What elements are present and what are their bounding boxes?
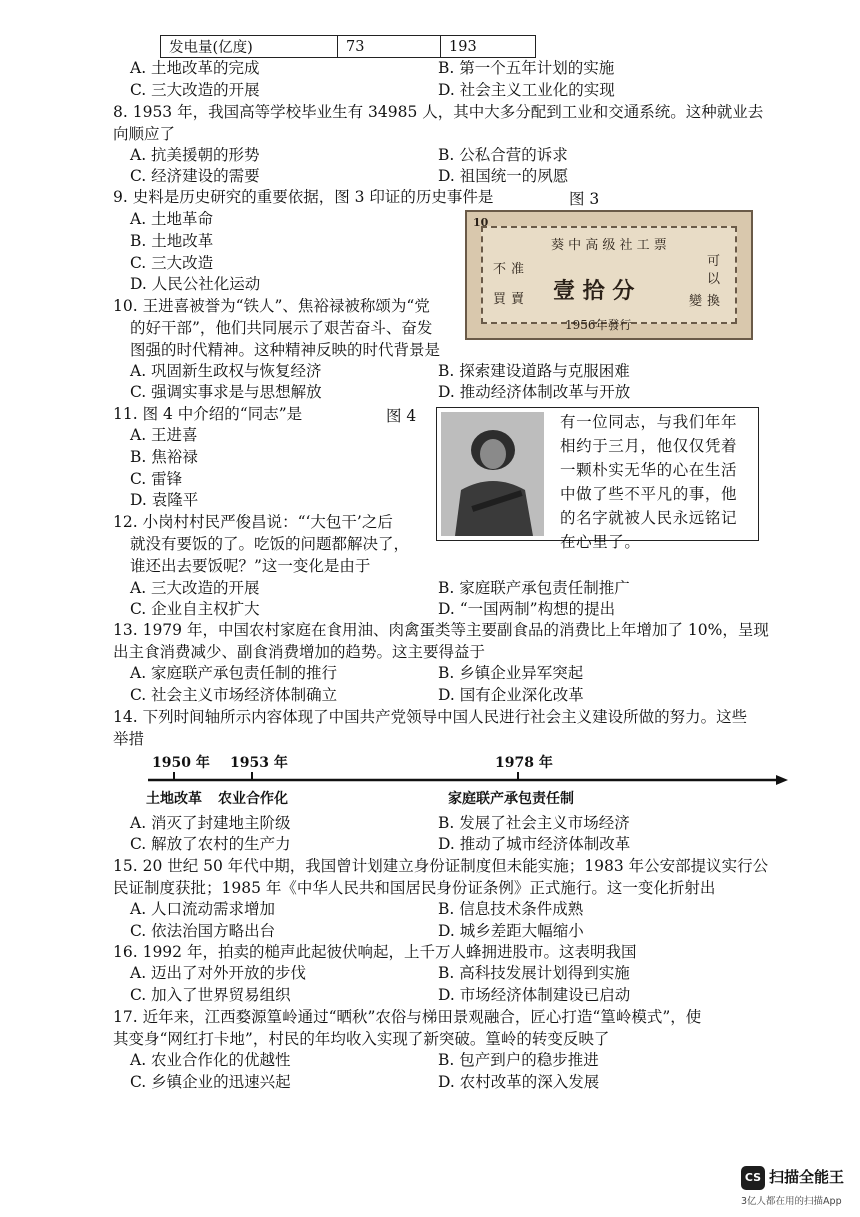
q8-option-c: C. 经济建设的需要 — [130, 167, 260, 185]
figure-4-label: 图 4 — [386, 407, 417, 425]
q16-option-d: D. 市场经济体制建设已启动 — [438, 986, 631, 1004]
q14-stem-1: 14. 下列时间轴所示内容体现了中国共产党领导中国人民进行社会主义建设所做的努力。这些 — [113, 708, 748, 726]
q13-option-a: A. 家庭联产承包责任制的推行 — [130, 664, 338, 682]
timeline-axis — [148, 770, 788, 786]
quote-line-4: 中做了些不平凡的事，他 — [560, 485, 738, 503]
q13-option-b: B. 乡镇企业异军突起 — [438, 664, 584, 682]
coupon-left-4: 賣 — [511, 292, 525, 307]
coupon-year: 1956年發行 — [565, 318, 632, 332]
q12-option-b: B. 家庭联产承包责任制推广 — [438, 579, 630, 597]
q9-option-c: C. 三大改造 — [130, 254, 214, 272]
figure-4-text — [560, 410, 752, 554]
q13-option-c: C. 社会主义市场经济体制确立 — [130, 686, 338, 704]
q17-stem-2: 其变身“网红打卡地”，村民的年均收入实现了新突破。篁岭的转变反映了 — [113, 1030, 610, 1048]
q10-option-d: D. 推动经济体制改革与开放 — [438, 383, 631, 401]
q16-option-c: C. 加入了世界贸易组织 — [130, 986, 291, 1004]
q10-stem-3: 图强的时代精神。这种精神反映的时代背景是 — [130, 341, 441, 359]
q12-stem-2: 就没有要饭的了。吃饭的问题都解决了， — [130, 535, 410, 553]
q17-option-d: D. 农村改革的深入发展 — [438, 1073, 600, 1091]
scanner-app-tagline: 3亿人都在用的扫描App — [741, 1196, 842, 1207]
quote-line-5: 的名字就被人民永远铭记 — [560, 509, 738, 527]
coupon-left-2: 准 — [511, 262, 525, 277]
q14-option-b: B. 发展了社会主义市场经济 — [438, 814, 630, 832]
q7-option-d: D. 社会主义工业化的实现 — [438, 81, 615, 99]
timeline — [148, 752, 788, 812]
scanner-app-name: 扫描全能王 — [769, 1168, 845, 1186]
q9-option-b: B. 土地改革 — [130, 232, 214, 250]
q8-option-b: B. 公私合营的诉求 — [438, 146, 568, 164]
coupon-left-1: 不 — [493, 262, 507, 277]
q17-option-b: B. 包产到户的稳步推进 — [438, 1051, 599, 1069]
portrait-photo — [441, 412, 544, 536]
q17-option-c: C. 乡镇企业的迅速兴起 — [130, 1073, 291, 1091]
q15-stem-2: 民证制度获批；1985 年《中华人民共和国居民身份证条例》正式施行。这一变化折射出 — [113, 879, 716, 897]
q14-option-a: A. 消灭了封建地主阶级 — [130, 814, 291, 832]
q8-option-d: D. 祖国统一的夙愿 — [438, 167, 569, 185]
coupon-left-3: 買 — [493, 292, 507, 307]
q11-option-d: D. 袁隆平 — [130, 491, 199, 509]
q15-option-d: D. 城乡差距大幅缩小 — [438, 922, 584, 940]
q7-option-b: B. 第一个五年计划的实施 — [438, 59, 615, 77]
q12-stem-3: 谁还出去要饭呢？”这一变化是由于 — [130, 557, 371, 575]
q7-option-a: A. 土地改革的完成 — [130, 59, 260, 77]
timeline-year-1950: 1950 年 — [152, 755, 210, 771]
scanner-logo-icon: CS — [741, 1166, 765, 1190]
timeline-label-land-reform: 土地改革 — [146, 791, 202, 807]
coupon-right-2: 以 — [707, 272, 721, 287]
q12-option-c: C. 企业自主权扩大 — [130, 600, 260, 618]
quote-line-2: 相约于三月，他仅仅凭着 — [560, 437, 738, 455]
quote-line-6: 在心里了。 — [560, 533, 641, 551]
q8-stem-1: 8. 1953 年，我国高等学校毕业生有 34985 人，其中大多分配到工业和交通系统。这种就业去 — [113, 103, 764, 121]
q10-option-c: C. 强调实事求是与思想解放 — [130, 383, 322, 401]
coupon-corner: 10 — [473, 216, 489, 229]
coupon-value: 壹 拾 分 — [553, 278, 635, 304]
q9-option-a: A. 土地革命 — [130, 210, 214, 228]
q8-stem-2: 向顺应了 — [113, 125, 176, 143]
q16-stem: 16. 1992 年，拍卖的槌声此起彼伏响起，上千万人蜂拥进股市。这表明我国 — [113, 943, 637, 961]
portrait-figure-icon — [441, 412, 544, 536]
timeline-label-responsibility-system: 家庭联产承包责任制 — [448, 791, 574, 807]
q11-option-c: C. 雷锋 — [130, 470, 183, 488]
q11-option-a: A. 王进喜 — [130, 426, 198, 444]
q16-option-a: A. 迈出了对外开放的步伐 — [130, 964, 307, 982]
q9-option-d: D. 人民公社化运动 — [130, 275, 261, 293]
q14-option-d: D. 推动了城市经济体制改革 — [438, 835, 631, 853]
q7-option-c: C. 三大改造的开展 — [130, 81, 260, 99]
coupon-right-3: 變 — [689, 294, 703, 309]
figure-3-label: 图 3 — [569, 190, 600, 208]
table-cell-1957: 193 — [441, 36, 536, 58]
q10-stem-2: 的好干部”，他们共同展示了艰苦奋斗、奋发 — [130, 319, 433, 337]
q12-option-d: D. “一国两制”构想的提出 — [438, 600, 616, 618]
q10-stem-1: 10. 王进喜被誉为“铁人”、焦裕禄被称颂为“党 — [113, 297, 430, 315]
q13-option-d: D. 国有企业深化改革 — [438, 686, 584, 704]
q17-option-a: A. 农业合作化的优越性 — [130, 1051, 291, 1069]
coupon-right-4: 換 — [707, 294, 721, 309]
q11-option-b: B. 焦裕禄 — [130, 448, 198, 466]
q14-stem-2: 举措 — [113, 730, 145, 748]
q15-option-c: C. 依法治国方略出台 — [130, 922, 276, 940]
q10-option-b: B. 探索建设道路与克服困难 — [438, 362, 630, 380]
table-cell-1952: 73 — [338, 36, 441, 58]
q14-option-c: C. 解放了农村的生产力 — [130, 835, 291, 853]
coupon-right-1: 可 — [707, 254, 721, 269]
q8-option-a: A. 抗美援朝的形势 — [130, 146, 260, 164]
labor-coupon-image — [465, 210, 753, 340]
quote-line-3: 一颗朴实无华的心在生活 — [560, 461, 738, 479]
coupon-header: 葵 中 高 级 社 工 票 — [551, 238, 667, 253]
q11-stem: 11. 图 4 中介绍的“同志”是 — [113, 405, 303, 423]
table-row — [161, 36, 536, 58]
q13-stem-1: 13. 1979 年，中国农村家庭在食用油、肉禽蛋类等主要副食品的消费比上年增加了 10%，呈现 — [113, 621, 769, 639]
power-table — [160, 35, 536, 58]
timeline-label-cooperation: 农业合作化 — [218, 791, 288, 807]
q15-option-a: A. 人口流动需求增加 — [130, 900, 276, 918]
q16-option-b: B. 高科技发展计划得到实施 — [438, 964, 630, 982]
q9-stem: 9. 史料是历史研究的重要依据，图 3 印证的历史事件是 — [113, 188, 494, 206]
timeline-year-1978: 1978 年 — [495, 755, 553, 771]
q12-option-a: A. 三大改造的开展 — [130, 579, 260, 597]
quote-line-1: 有一位同志，与我们年年 — [560, 413, 738, 431]
table-cell-label: 发电量(亿度) — [161, 36, 338, 58]
q15-stem-1: 15. 20 世纪 50 年代中期，我国曾计划建立身份证制度但未能实施；1983 年公安部提议实行公 — [113, 857, 769, 875]
q12-stem-1: 12. 小岗村村民严俊昌说：“‘大包干’之后 — [113, 513, 393, 531]
q15-option-b: B. 信息技术条件成熟 — [438, 900, 584, 918]
q13-stem-2: 出主食消费减少、副食消费增加的趋势。这主要得益于 — [113, 643, 486, 661]
q17-stem-1: 17. 近年来，江西婺源篁岭通过“晒秋”农俗与梯田景观融合，匠心打造“篁岭模式”，使 — [113, 1008, 702, 1026]
q10-option-a: A. 巩固新生政权与恢复经济 — [130, 362, 322, 380]
timeline-year-1953: 1953 年 — [230, 755, 288, 771]
